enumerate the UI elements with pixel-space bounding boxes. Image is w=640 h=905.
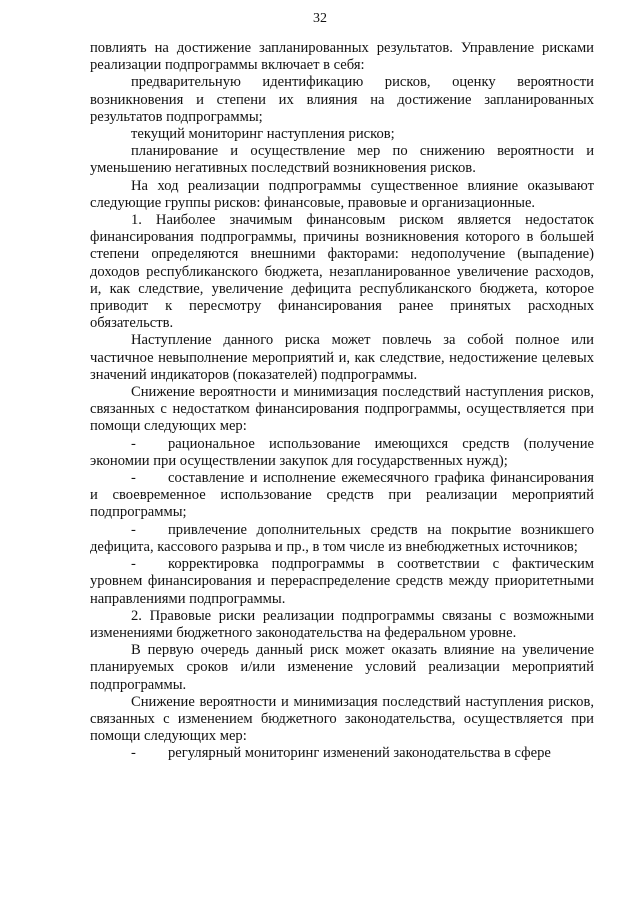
list-dash: - [131,435,136,452]
list-item-text: регулярный мониторинг изменений законодательства в сфере [168,745,551,762]
paragraph [90,608,594,642]
paragraph [90,74,594,126]
paragraph-text: 1. Наиболее значимым финансовым риском является недостаток финансирования подпрограммы, причины возникновения которого в большей степени определяются внешними факторами: недополучение (выпадение) доходов республиканского бюджета, незапланированное увеличение расходов, и, как следствие, увеличение дефицита республиканского бюджета, которое приводит к пересмотру финансирования ранее принятых расходных обязательств. [90,212,594,332]
list-dash: - [131,745,136,762]
page-number: 32 [313,11,327,26]
paragraph [90,143,594,177]
paragraph-text: Снижение вероятности и минимизация последствий наступления рисков, связанных с недостатком финансирования подпрограммы, осуществляется при помощи следующих мер: [90,384,594,435]
paragraph-text: В первую очередь данный риск может оказать влияние на увеличение планируемых сроков и/или изменение условий реализации мероприятий подпрограммы. [90,642,594,693]
paragraph [90,332,594,384]
list-dash: - [131,521,136,538]
list-item [90,556,594,608]
list-item [90,436,594,470]
document-body [90,40,594,763]
paragraph-text: Наступление данного риска может повлечь за собой полное или частичное невыполнение мероприятий и, как следствие, недостижение целевых значений индикаторов (показателей) подпрограммы. [90,332,594,383]
paragraph [90,178,594,212]
paragraph [90,694,594,746]
paragraph-text: Снижение вероятности и минимизация последствий наступления рисков, связанных с изменением бюджетного законодательства, осуществляется при помощи следующих мер: [90,693,594,745]
list-dash: - [131,556,136,573]
paragraph-text: На ход реализации подпрограммы существенное влияние оказывают следующие группы рисков: финансовые, правовые и организационные. [90,177,594,211]
list-item-text: рациональное использование имеющихся средств (получение экономии при осуществлении закупок для государственных нужд); [90,435,594,469]
list-item [90,470,594,522]
paragraph [90,384,594,436]
list-item-text: привлечение дополнительных средств на покрытие возникшего дефицита, кассового разрыва и пр., в том числе из внебюджетных источников; [90,521,594,555]
paragraph-text: планирование и осуществление мер по снижению вероятности и уменьшению негативных последствий возникновения рисков. [90,143,594,177]
paragraph-text: повлиять на достижение запланированных результатов. Управление рисками реализации подпрограммы включает в себя: [90,40,594,74]
paragraph-text: текущий мониторинг наступления рисков; [131,126,395,143]
list-dash: - [131,470,136,487]
paragraph-text: предварительную идентификацию рисков, оценку вероятности возникновения и степени их влияния на достижение запланированных результатов подпрограммы; [90,74,594,125]
list-item [90,522,594,556]
paragraph [90,40,594,74]
paragraph [90,212,594,332]
list-item-text: составление и исполнение ежемесячного графика финансирования и своевременное использование средств при реализации мероприятий подпрограммы; [90,470,594,521]
paragraph [90,642,594,694]
paragraph [90,126,594,143]
paragraph-text: 2. Правовые риски реализации подпрограммы связаны с возможными изменениями бюджетного законодательства на федеральном уровне. [90,607,594,641]
list-item [90,745,594,762]
list-item-text: корректировка подпрограммы в соответствии с фактическим уровнем финансирования и перераспределение средств между приоритетными направлениями подпрограммы. [90,556,594,607]
